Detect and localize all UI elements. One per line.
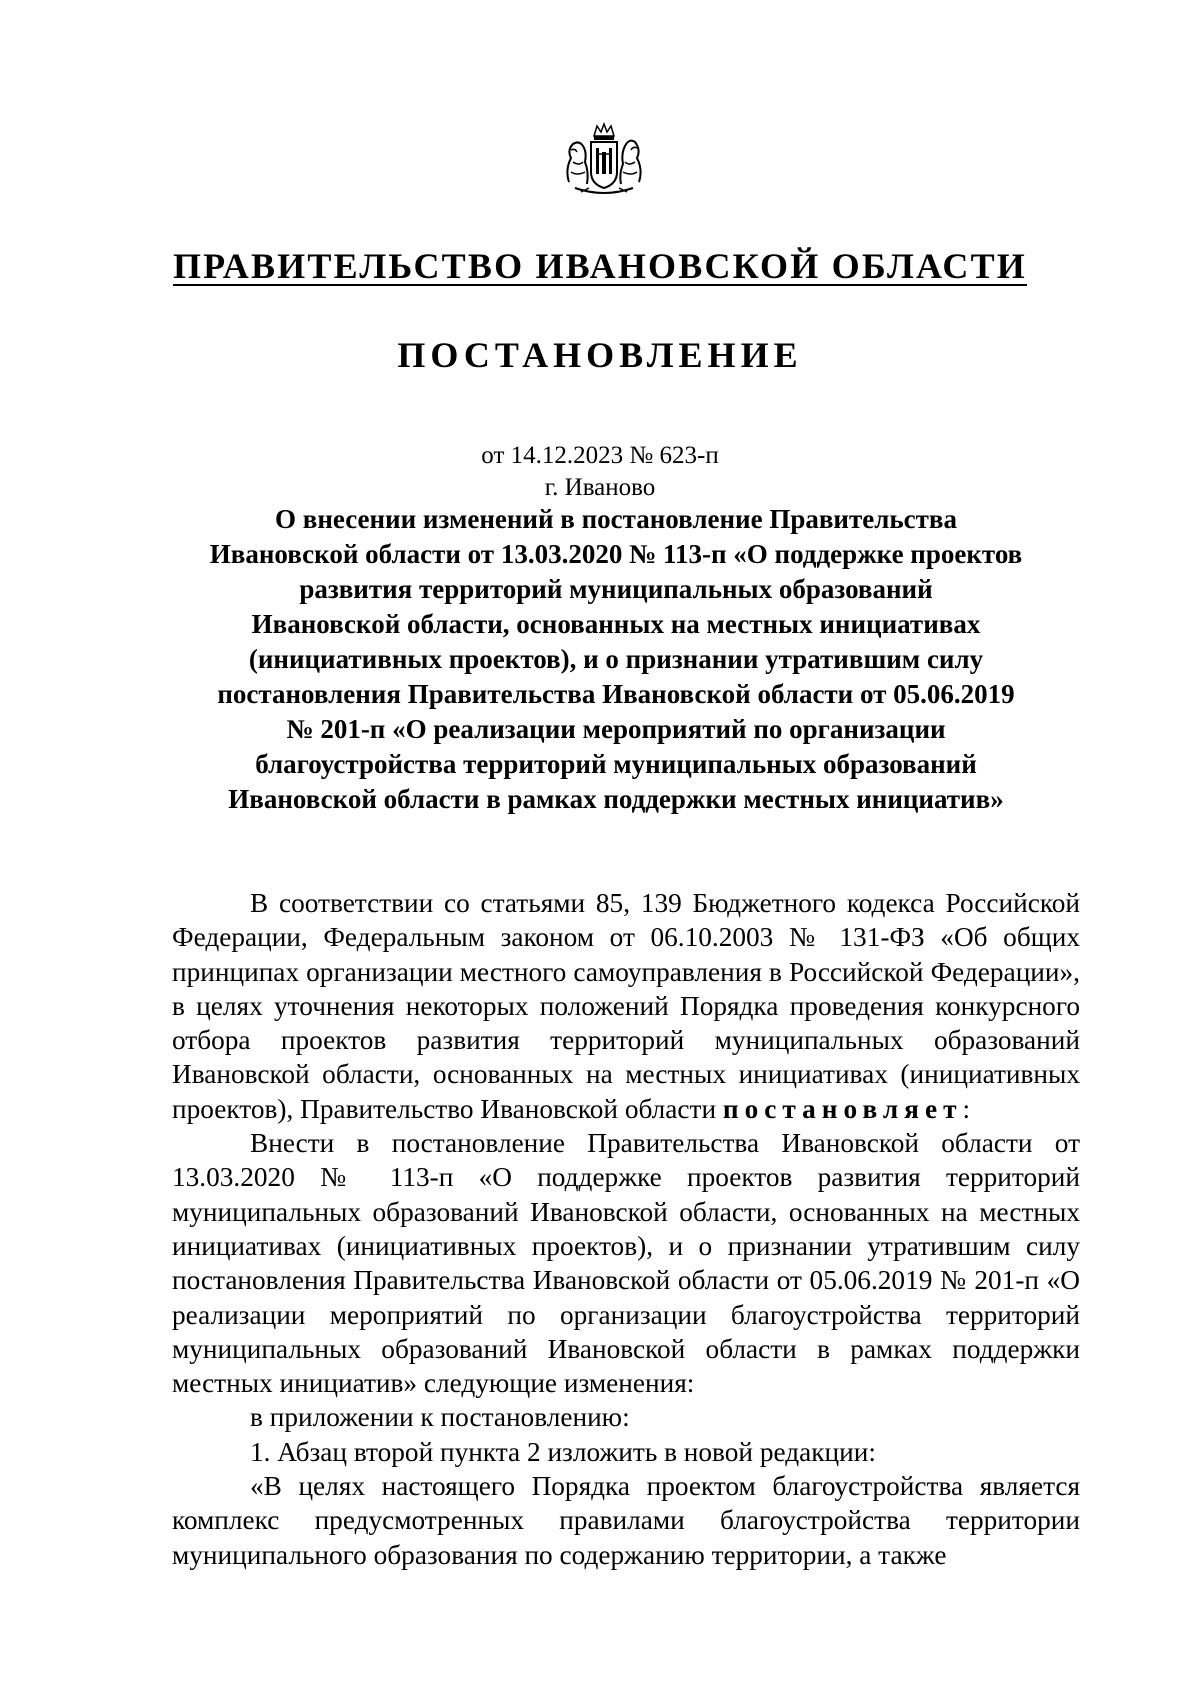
heading-line: Ивановской области в рамках поддержки местных инициатив» (228, 784, 1004, 814)
heading-line: О внесении изменений в постановление Правительства (275, 504, 957, 534)
heading-line: развития территорий муниципальных образований (299, 574, 933, 604)
paragraph-amend: Внести в постановление Правительства Ивановской области от 13.03.2020 № 113-п «О поддержке проектов развития территорий муниципальных образований Ивановской области, основанных на местных инициативах (инициативных проектов), и о признании утратившим силу постановления Правительства Ивановской области от 05.06.2019 № 201-п «О реализации мероприятий по организации благоустройства территорий муниципальных образований Ивановской области в рамках поддержки местных инициатив» следующие изменения: (172, 1128, 1080, 1399)
org-title (0, 248, 1200, 284)
document-type: ПОСТАНОВЛЕНИЕ (397, 335, 803, 375)
document-body (172, 886, 1080, 1572)
org-title-text: ПРАВИТЕЛЬСТВО ИВАНОВСКОЙ ОБЛАСТИ (172, 246, 1027, 286)
heading-line: благоустройства территорий муниципальных образований (255, 749, 977, 779)
preamble-text: В соответствии со статьями 85, 139 Бюджетного кодекса Российской Федерации, Федеральным законом от 06.10.2003 № 131-ФЗ «Об общих принципах организации местного самоуправления в Российской Федерации», в целях уточнения некоторых положений Порядка проведения конкурсного отбора проектов развития территорий муниципальных образований Ивановской области, основанных на местных инициативах (инициативных проектов), Правительство Ивановской области (172, 888, 1080, 1124)
paragraph-annex: в приложении к постановлению: (250, 1402, 630, 1433)
date-number: от 14.12.2023 № 623-п (481, 442, 719, 469)
paragraph-item-1: 1. Абзац второй пункта 2 изложить в новой редакции: (250, 1436, 876, 1467)
paragraph-quote: «В целях настоящего Порядка проектом благоустройства является комплекс предусмотренных правилами благоустройства территории муниципального образования по содержанию территории, а также (172, 1471, 1080, 1570)
heading-line: (инициативных проектов), и о признании утратившим силу (248, 644, 984, 674)
heading-line: постановления Правительства Ивановской области от 05.06.2019 (217, 679, 1015, 709)
resolves-word: постановляет (722, 1093, 963, 1124)
heading-line: № 201-п «О реализации мероприятий по организации (286, 714, 946, 744)
preamble-end: : (962, 1093, 971, 1124)
heading-line: Ивановской области от 13.03.2020 № 113-п «О поддержке проектов (209, 539, 1023, 569)
heading-line: Ивановской области, основанных на местных инициативах (251, 609, 981, 639)
ivanovo-coat-of-arms-icon (561, 122, 647, 198)
document-meta (0, 440, 1200, 504)
paragraph-preamble (172, 886, 1080, 1126)
city: г. Иваново (544, 474, 656, 501)
document-heading (160, 502, 1072, 817)
